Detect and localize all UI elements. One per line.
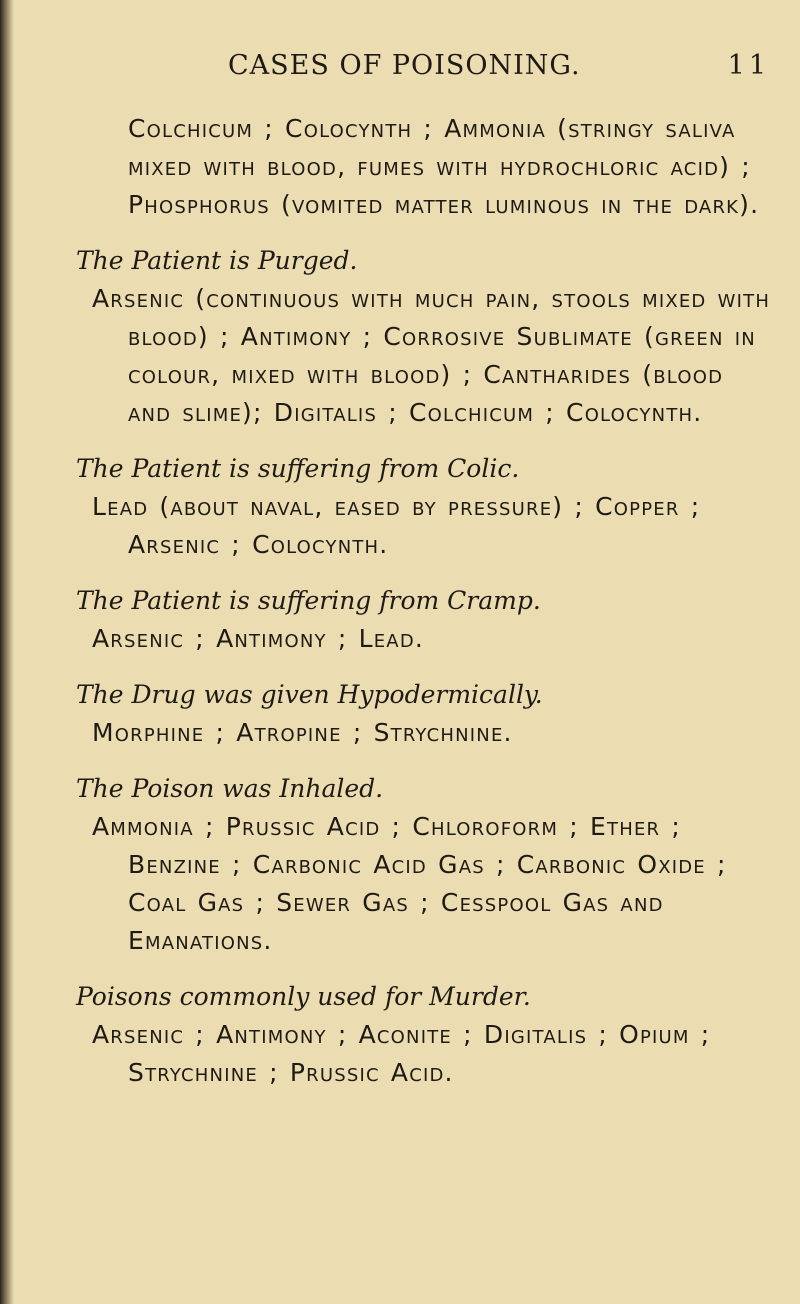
section-inhaled (76, 770, 772, 960)
section-heading: The Patient is Purged. (76, 246, 358, 275)
running-head: CASES OF POISONING. (228, 50, 581, 81)
section-text: Ammonia ; Prussic Acid ; Chloroform ; Ether ; Benzine ; Carbonic Acid Gas ; Carbonic Oxide ; Coal Gas ; Sewer Gas ; Cesspool Gas and Emanations. (92, 812, 727, 955)
section-emetics-continued (92, 110, 772, 224)
section-text: Arsenic ; Antimony ; Aconite ; Digitalis ; Opium ; Strychnine ; Prussic Acid. (92, 1020, 711, 1087)
page-number: 11 (727, 50, 770, 81)
section-heading: The Drug was given Hypodermically. (76, 680, 543, 709)
section-text: Arsenic (continuous with much pain, stools mixed with blood) ; Antimony ; Corrosive Sublimate (green in colour, mixed with blood) ; Cantharides (blood and slime); Digitalis ; Colchicum ; Colocynth. (92, 284, 771, 427)
page-edge-shadow (0, 0, 14, 1304)
section-text: Arsenic ; Antimony ; Lead. (92, 624, 425, 653)
section-text: Colchicum ; Colocynth ; Ammonia (stringy saliva mixed with blood, fumes with hydrochloric acid) ; Phosphorus (vomited matter luminous in the dark). (128, 114, 760, 219)
section-heading: The Patient is suffering from Colic. (76, 454, 520, 483)
section-colic (76, 450, 772, 564)
section-hypodermic (76, 676, 772, 752)
section-heading: The Patient is suffering from Cramp. (76, 586, 541, 615)
section-text: Lead (about naval, eased by pressure) ; Copper ; Arsenic ; Colocynth. (92, 492, 701, 559)
section-purged (76, 242, 772, 432)
section-murder (76, 978, 772, 1092)
section-text: Morphine ; Atropine ; Strychnine. (92, 718, 513, 747)
section-heading: Poisons commonly used for Murder. (76, 982, 531, 1011)
page-header (0, 50, 800, 86)
section-cramp (76, 582, 772, 658)
section-heading: The Poison was Inhaled. (76, 774, 384, 803)
page-body (76, 110, 772, 1110)
